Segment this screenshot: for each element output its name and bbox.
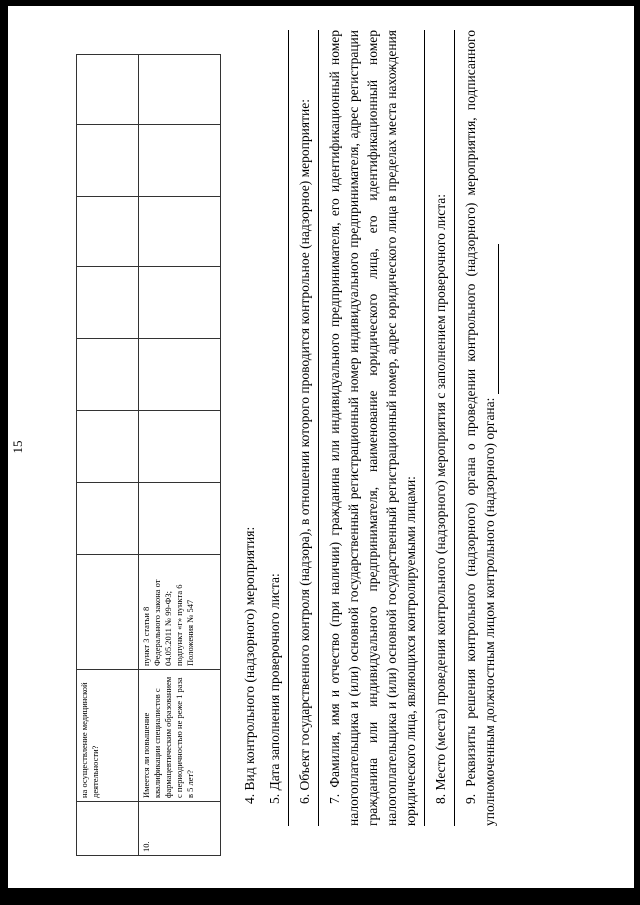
field-9-label	[461, 30, 499, 826]
page-number: 15	[10, 440, 25, 454]
table-cell	[77, 802, 139, 856]
rotated-content	[8, 6, 634, 888]
table-cell	[77, 267, 139, 339]
table-cell	[139, 197, 221, 267]
checklist-fields	[240, 30, 499, 826]
table-cell-question: на осуществление медицинской деятельности?	[77, 670, 139, 802]
checklist-table	[76, 54, 221, 856]
table-row	[139, 55, 221, 856]
table-cell	[77, 197, 139, 267]
table-cell	[139, 267, 221, 339]
table-cell	[77, 55, 139, 125]
field-6-underline	[318, 30, 319, 826]
field-5-underline	[288, 30, 289, 826]
table-cell-number: 10.	[139, 802, 221, 856]
field-7-underline	[424, 30, 425, 826]
field-8-underline	[454, 30, 455, 826]
table-cell	[139, 483, 221, 555]
table-cell	[77, 339, 139, 411]
table-cell	[77, 483, 139, 555]
table-cell	[139, 339, 221, 411]
table-row	[77, 55, 139, 856]
field-4-label: 4. Вид контрольного (надзорного) мероприятия:	[242, 526, 257, 804]
table-cell	[77, 125, 139, 197]
field-5-label: 5. Дата заполнения проверочного листа:	[267, 573, 282, 804]
table-cell-reference: пункт 3 статьи 8 Федерального закона от 04.05.2011 № 99-ФЗ; подпункт «г» пункта 6 Положения № 547	[139, 555, 221, 670]
document-page	[8, 6, 634, 888]
field-8-label: 8. Место (места) проведения контрольного (надзорного) мероприятия с заполнением проверочного листа:	[433, 193, 448, 804]
field-6-label: 6. Объект государственного контроля (надзора), в отношении которого проводится контрольное (надзорное) мероприятие:	[297, 99, 312, 804]
field-9-text: 9. Реквизиты решения контрольного (надзорного) органа о проведении контрольного (надзорного) мероприятия, подписанного уполномоченным должностным лицом контрольного (надзорного) органа:	[463, 30, 497, 826]
table-cell	[139, 125, 221, 197]
table-cell	[139, 55, 221, 125]
table-cell	[139, 411, 221, 483]
table-cell-question: Имеется ли повышение квалификации специалистов с фармацевтическим образованием с периодичностью не реже 1 раза в 5 лет?	[139, 670, 221, 802]
table-cell	[77, 555, 139, 670]
field-7-label: 7. Фамилия, имя и отчество (при наличии) гражданина или индивидуального предпринимателя, его идентификационный номер налогоплательщика и (или) основной государственный регистрационный номер индивидуального предпринимателя, адрес регистрации гражданина или индивидуального предпринимателя, наименование юридического лица, его идентификационный номер налогоплательщика и (или) основной государственный регистрационный номер, адрес юридического лица в пределах места нахождения юридического лица, являющихся контролируемыми лицами:	[327, 30, 418, 826]
field-9-underline	[486, 244, 499, 394]
table-cell	[77, 411, 139, 483]
